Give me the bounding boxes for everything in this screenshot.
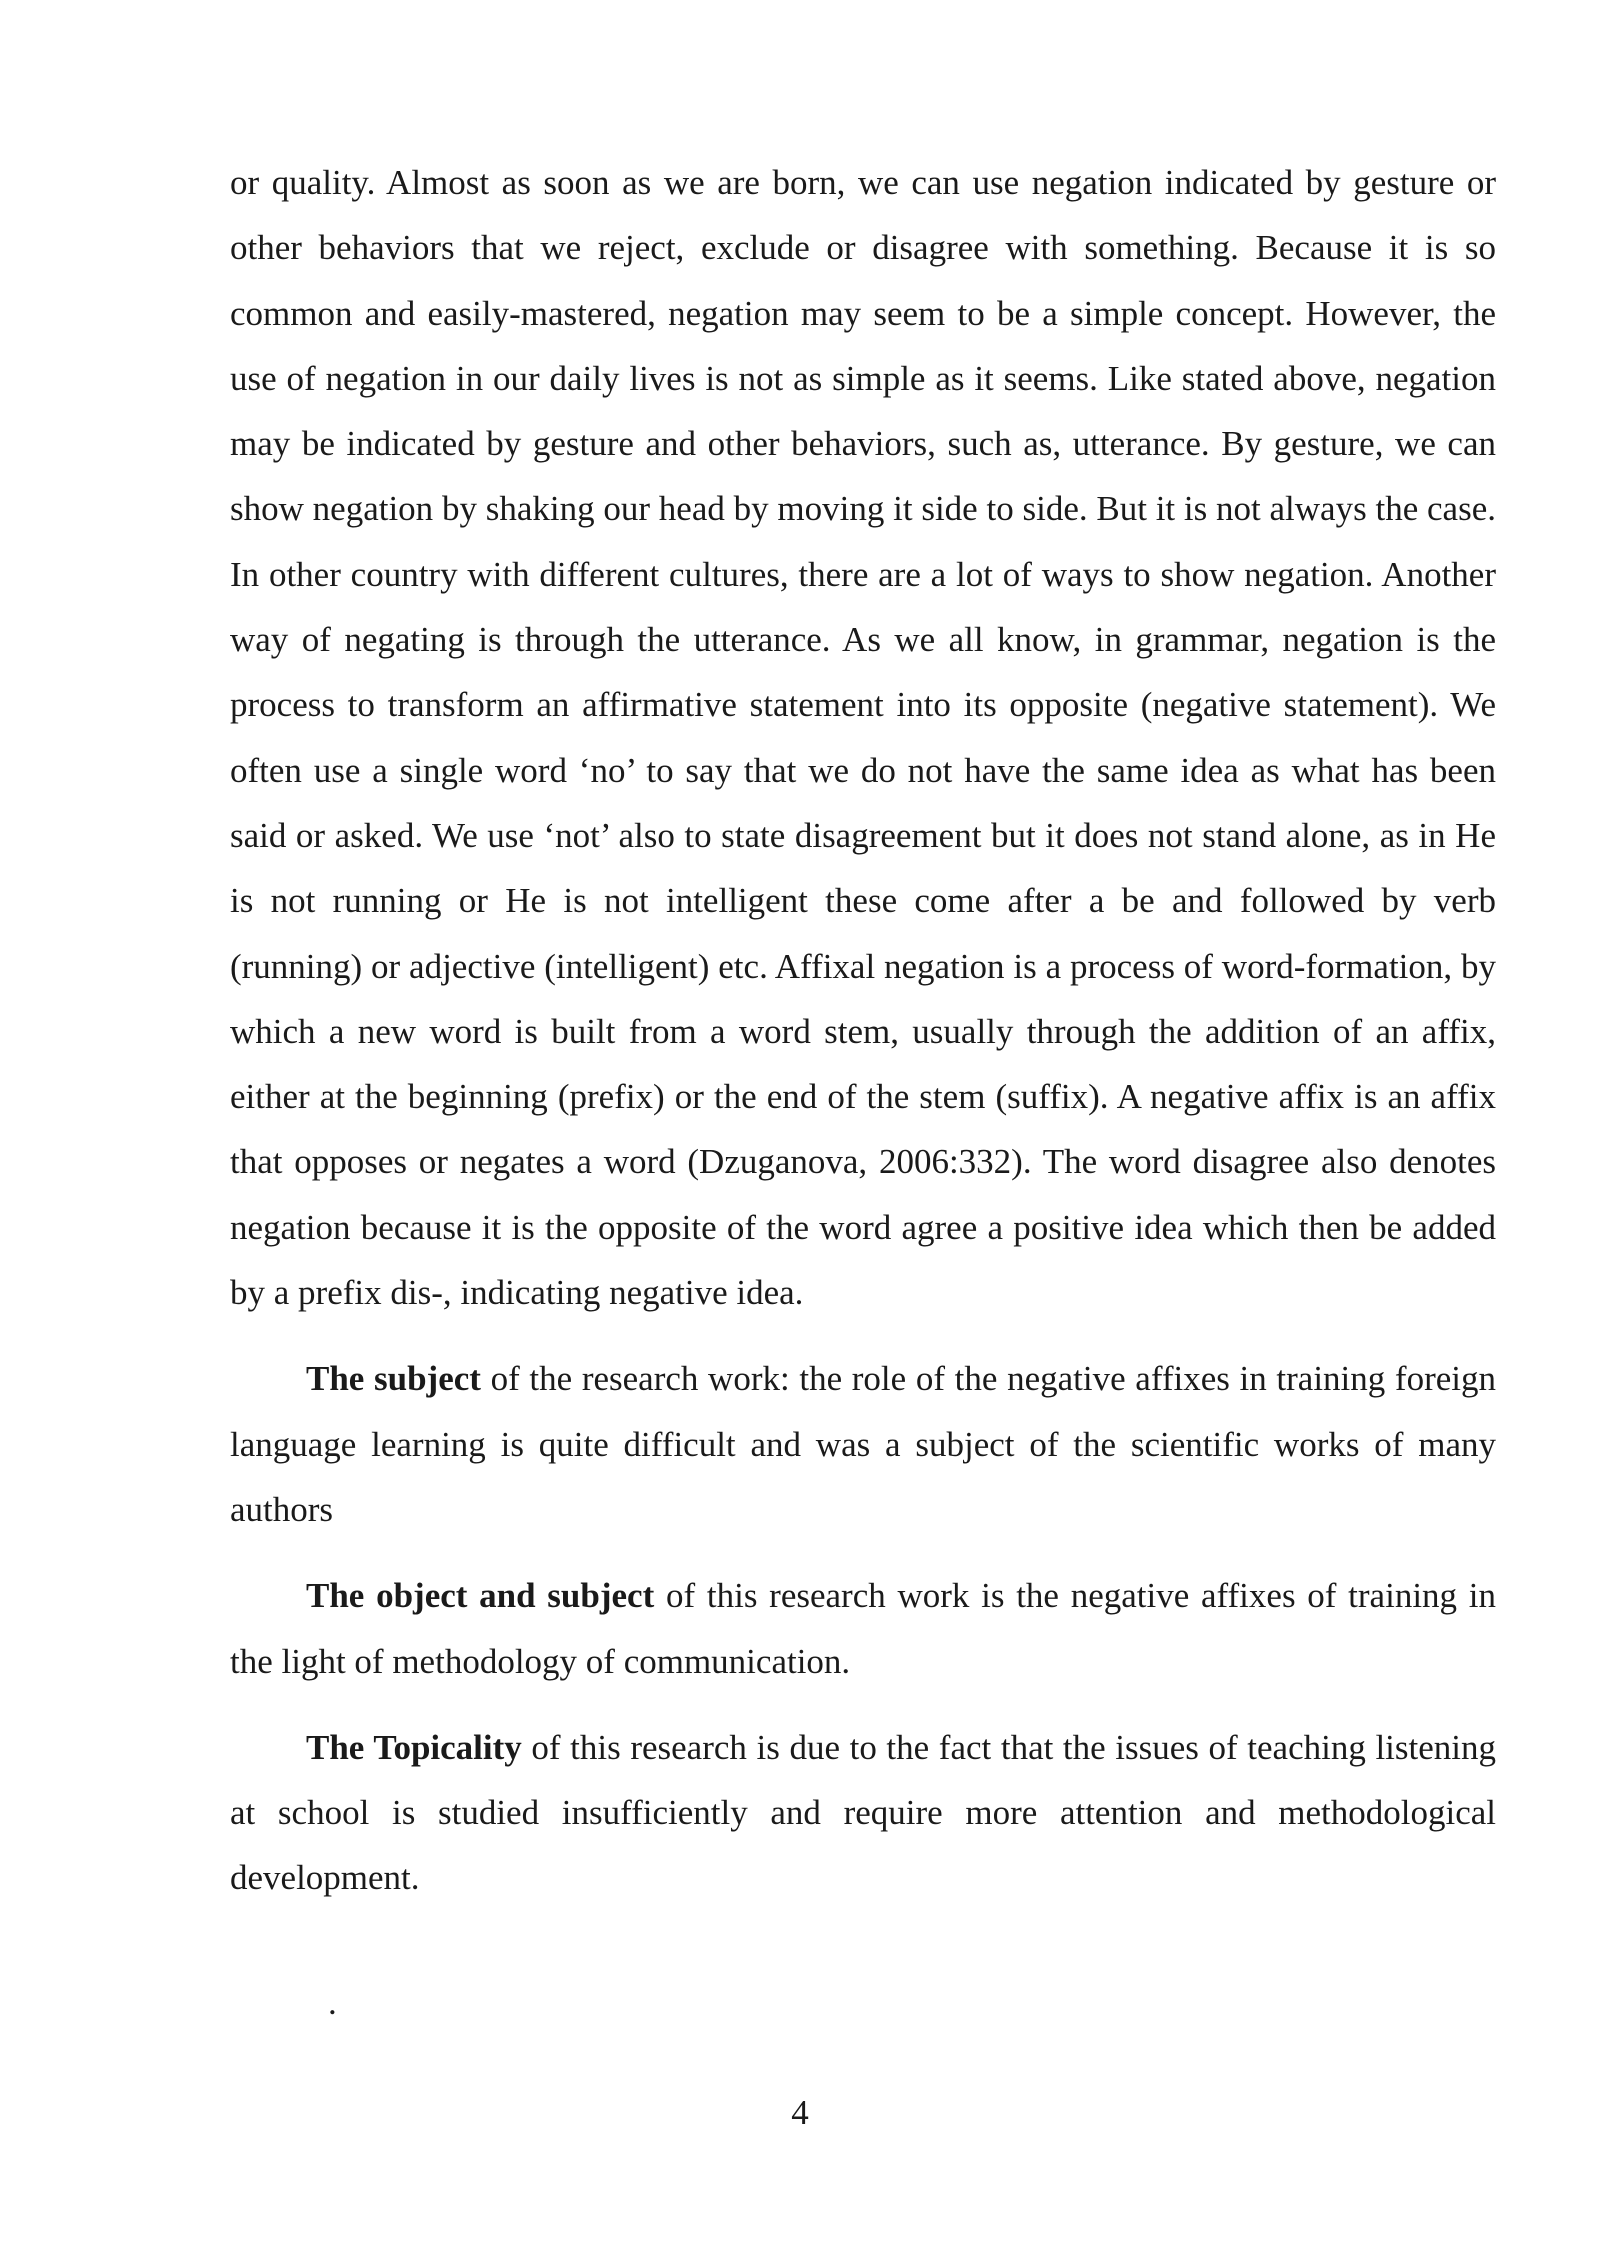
topicality-text: of this research is due to the fact that the issues of teaching listening at school is studied insufficiently and require more attention and methodological development.	[230, 1727, 1496, 1898]
stray-period: .	[328, 1983, 337, 2022]
paragraph-subject	[230, 1346, 1496, 1542]
topicality-lead: The Topicality	[306, 1727, 522, 1767]
subject-text: of the research work: the role of the negative affixes in training foreign language learning is quite difficult and was a subject of the scientific works of many authors	[230, 1359, 1496, 1529]
object-text: of this research work is the negative affixes of training in the light of methodology of communication.	[230, 1576, 1496, 1681]
paragraph-object	[230, 1563, 1496, 1694]
body-text	[230, 150, 1496, 1911]
paragraph-negation-intro: or quality. Almost as soon as we are born, we can use negation indicated by gesture or other behaviors that we reject, exclude or disagree with something. Because it is so common and easily-mastered, negation may seem to be a simple concept. However, the use of negation in our daily lives is not as simple as it seems. Like stated above, negation may be indicated by gesture and other behaviors, such as, utterance. By gesture, we can show negation by shaking our head by moving it side to side. But it is not always the case. In other country with different cultures, there are a lot of ways to show negation. Another way of negating is through the utterance. As we all know, in grammar, negation is the process to transform an affirmative statement into its opposite (negative statement). We often use a single word ‘no’ to say that we do not have the same idea as what has been said or asked. We use ‘not’ also to state disagreement but it does not stand alone, as in He is not running or He is not intelligent these come after a be and followed by verb (running) or adjective (intelligent) etc. Affixal negation is a process of word-formation, by which a new word is built from a word stem, usually through the addition of an affix, either at the beginning (prefix) or the end of the stem (suffix). A negative affix is an affix that opposes or negates a word (Dzuganova, 2006:332). The word disagree also denotes negation because it is the opposite of the word agree a positive idea which then be added by a prefix dis-, indicating negative idea.	[230, 163, 1496, 1313]
paragraph-topicality	[230, 1715, 1496, 1911]
page-number: 4	[791, 2093, 809, 2132]
object-lead: The object and subject	[306, 1576, 655, 1616]
subject-lead: The subject	[306, 1359, 481, 1399]
